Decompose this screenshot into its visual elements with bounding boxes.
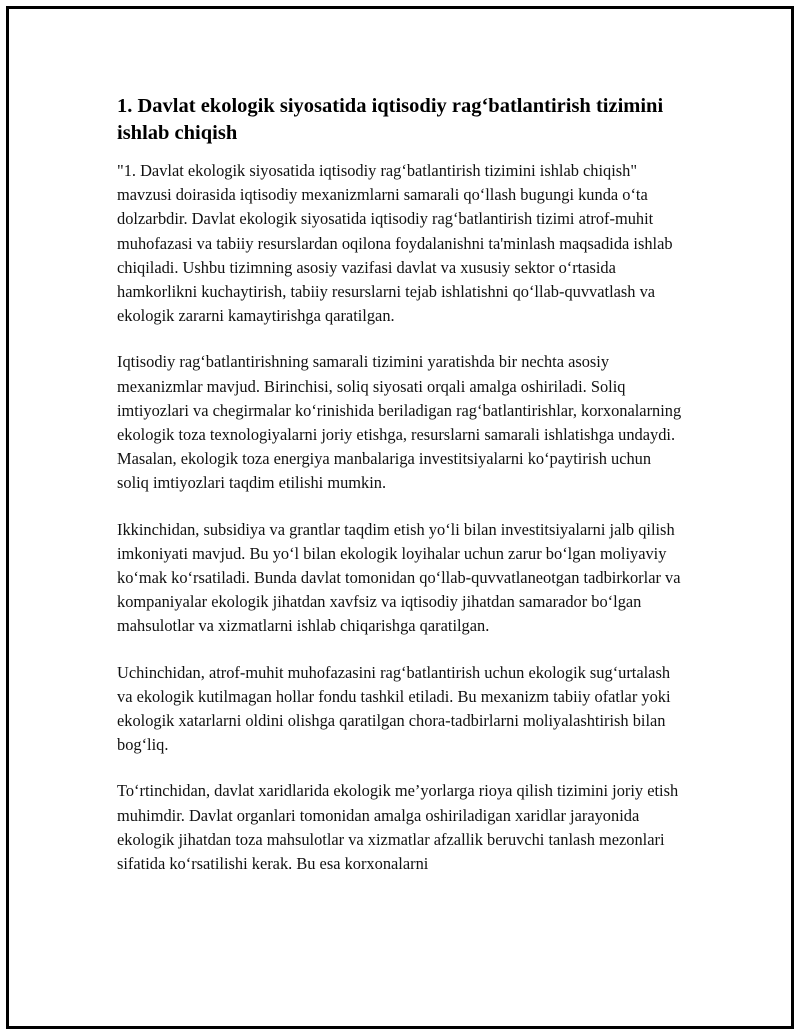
paragraph-tax-incentives: Iqtisodiy rag‘batlantirishning samarali tizimini yaratishda bir nechta asosiy mexanizmlar mavjud. Birinchisi, soliq siyosati orqali amalga oshiriladi. Soliq imtiyozlari va chegirmalar ko‘rinishida beriladigan rag‘batlantirishlar, korxonalarning ekologik toza texnologiyalarni joriy etishga, resurslarni samarali ishlatishga undaydi. Masalan, ekologik toza energiya manbalariga investitsiyalarni ko‘paytirish uchun soliq imtiyozlari taqdim etilishi mumkin.	[117, 352, 682, 493]
paragraph-insurance: Uchinchidan, atrof-muhit muhofazasini rag‘batlantirish uchun ekologik sug‘urtalash va ekologik kutilmagan hollar fondu tashkil etiladi. Bu mexanizm tabiiy ofatlar yoki ekologik xatarlarni oldini olishga qaratilgan chora-tadbirlarni moliyalashtirish bilan bog‘liq.	[117, 662, 671, 755]
document-body	[117, 93, 687, 898]
paragraph-intro: "1. Davlat ekologik siyosatida iqtisodiy rag‘batlantirish tizimini ishlab chiqish" mavzusi doirasida iqtisodiy mexanizmlarni samarali qo‘llash bugungi kunda o‘ta dolzarbdir. Davlat ekologik siyosatida iqtisodiy rag‘batlantirish tizimi atrof-muhit muhofazasi va tabiiy resurslardan oqilona foydalanishni ta'minlash maqsadida ishlab chiqiladi. Ushbu tizimning asosiy vazifasi davlat va xususiy sektor o‘rtasida hamkorlikni kuchaytirish, tabiiy resurslarni tejab ishlatishni qo‘llab-quvvatlash va ekologik zararni kamaytirishga qaratilgan.	[117, 161, 673, 326]
paragraph-subsidies: Ikkinchidan, subsidiya va grantlar taqdim etish yo‘li bilan investitsiyalarni jalb qilish imkoniyati mavjud. Bu yo‘l bilan ekologik loyihalar uchun zarur bo‘lgan moliyaviy ko‘mak ko‘rsatiladi. Bunda davlat tomonidan qo‘llab-quvvatlaneotgan tadbirkorlar va kompaniyalar ekologik jihatdan xavfsiz va iqtisodiy jihatdan samarador bo‘lgan mahsulotlar va xizmatlarni ishlab chiqarishga qaratilgan.	[117, 519, 681, 636]
paragraph-procurement: To‘rtinchidan, davlat xaridlarida ekologik me’yorlarga rioya qilish tizimini joriy etish muhimdir. Davlat organlari tomonidan amalga oshiriladigan xaridlar jarayonida ekologik jihatdan toza mahsulotlar va xizmatlar afzallik beruvchi tanlash mezonlari sifatida ko‘rsatilishi kerak. Bu esa korxonalarni	[117, 781, 679, 874]
section-heading: 1. Davlat ekologik siyosatida iqtisodiy rag‘batlantirish tizimini ishlab chiqish	[117, 95, 664, 144]
